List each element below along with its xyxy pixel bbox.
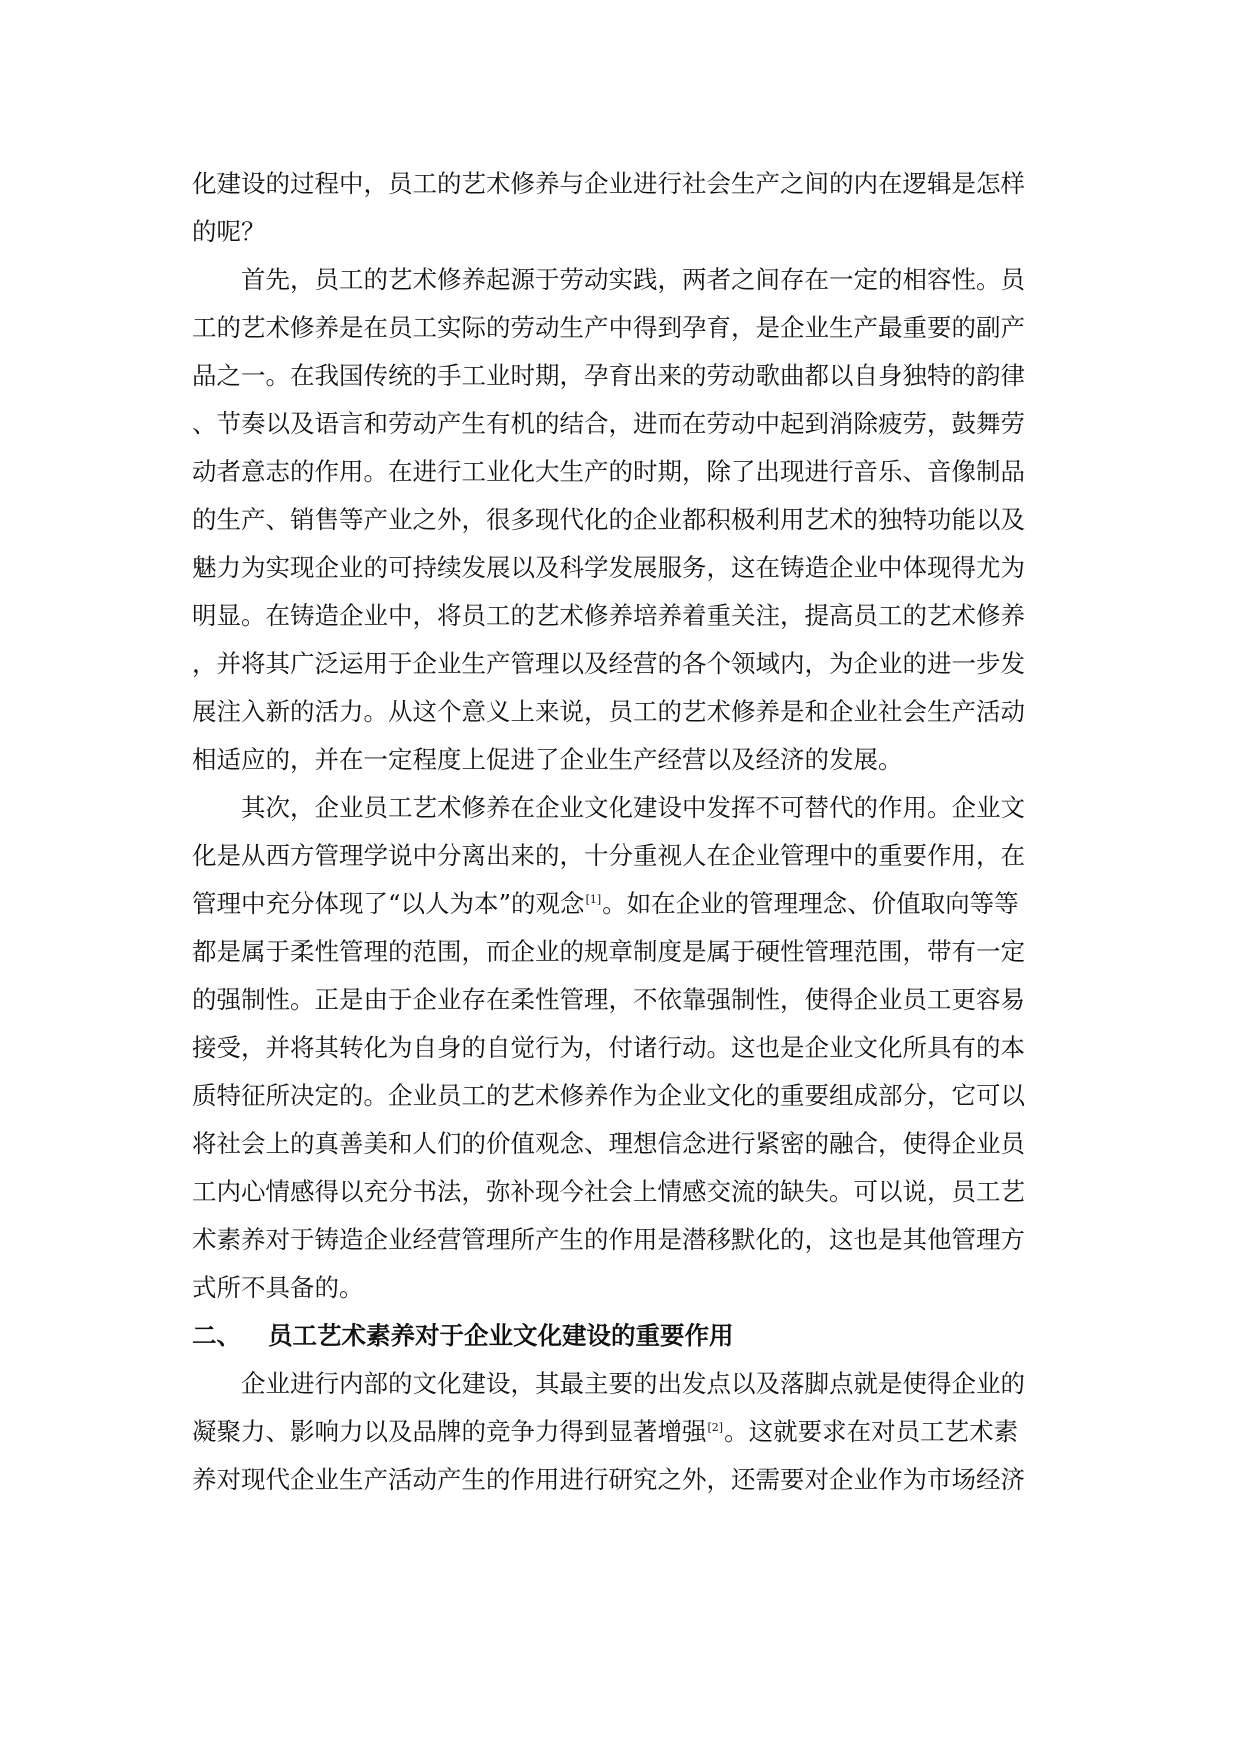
text-line — [192, 1408, 1052, 1456]
paragraph — [192, 256, 1052, 784]
text-line — [192, 1360, 1052, 1408]
text-line — [192, 1120, 1052, 1168]
text-line — [192, 400, 1052, 448]
text-line — [192, 688, 1052, 736]
text-segment: 将社会上的真善美和人们的价值观念、理想信念进行紧密的融合，使得企业员 — [192, 1129, 1025, 1158]
text-line — [192, 304, 1052, 352]
text-segment: 其次，企业员工艺术修养在企业文化建设中发挥不可替代的作用。企业文 — [241, 793, 1025, 822]
text-segment: 的强制性。正是由于企业存在柔性管理，不依靠强制性，使得企业员工更容易 — [192, 985, 1025, 1014]
text-line — [192, 1456, 1052, 1504]
text-line — [192, 448, 1052, 496]
text-segment: 的呢？ — [192, 217, 266, 246]
text-line — [192, 880, 1052, 928]
text-segment: 。这就要求在对员工艺术素 — [724, 1417, 1019, 1446]
text-segment: 的生产、销售等产业之外，很多现代化的企业都积极利用艺术的独特功能以及 — [192, 505, 1025, 534]
section-heading-title: 员工艺术素养对于企业文化建设的重要作用 — [268, 1321, 734, 1350]
text-segment: ，并将其广泛运用于企业生产管理以及经营的各个领域内，为企业的进一步发 — [192, 649, 1025, 678]
text-line — [192, 976, 1052, 1024]
body-text — [192, 160, 1052, 1504]
text-line — [192, 256, 1052, 304]
text-segment: 管理中充分体现了“以人为本”的观念 — [192, 889, 585, 918]
text-segment: 企业进行内部的文化建设，其最主要的出发点以及落脚点就是使得企业的 — [241, 1369, 1025, 1398]
section-heading-number: 二、 — [192, 1321, 241, 1350]
text-segment: 相适应的，并在一定程度上促进了企业生产经营以及经济的发展。 — [192, 745, 903, 774]
text-line — [192, 496, 1052, 544]
text-segment: 式所不具备的。 — [192, 1273, 364, 1302]
paragraphs-before-heading — [192, 160, 1052, 1312]
text-segment: 明显。在铸造企业中，将员工的艺术修养培养着重关注，提高员工的艺术修养 — [192, 601, 1025, 630]
text-line — [192, 544, 1052, 592]
text-line — [192, 1024, 1052, 1072]
text-line — [192, 1216, 1052, 1264]
text-line — [192, 208, 1052, 256]
text-segment: 首先，员工的艺术修养起源于劳动实践，两者之间存在一定的相容性。员 — [241, 265, 1025, 294]
paragraph — [192, 1360, 1052, 1504]
text-segment: 化是从西方管理学说中分离出来的，十分重视人在企业管理中的重要作用，在 — [192, 841, 1025, 870]
paragraph — [192, 160, 1052, 256]
text-line — [192, 1264, 1052, 1312]
text-line — [192, 1168, 1052, 1216]
text-line — [192, 592, 1052, 640]
text-line — [192, 640, 1052, 688]
text-line — [192, 1072, 1052, 1120]
text-segment: 工内心情感得以充分书法，弥补现今社会上情感交流的缺失。可以说，员工艺 — [192, 1177, 1025, 1206]
text-segment: 术素养对于铸造企业经营管理所产生的作用是潜移默化的，这也是其他管理方 — [192, 1225, 1025, 1254]
text-segment: 接受，并将其转化为自身的自觉行为，付诸行动。这也是企业文化所具有的本 — [192, 1033, 1025, 1062]
text-segment: 工的艺术修养是在员工实际的劳动生产中得到孕育，是企业生产最重要的副产 — [192, 313, 1025, 342]
text-segment: 品之一。在我国传统的手工业时期，孕育出来的劳动歌曲都以自身独特的韵律 — [192, 361, 1025, 390]
citation-ref: [2] — [707, 1421, 724, 1434]
text-line — [192, 736, 1052, 784]
text-segment: 都是属于柔性管理的范围，而企业的规章制度是属于硬性管理范围，带有一定 — [192, 937, 1025, 966]
text-line — [192, 352, 1052, 400]
text-segment: 魅力为实现企业的可持续发展以及科学发展服务，这在铸造企业中体现得尤为 — [192, 553, 1025, 582]
text-segment: 动者意志的作用。在进行工业化大生产的时期，除了出现进行音乐、音像制品 — [192, 457, 1025, 486]
paragraph — [192, 784, 1052, 1312]
citation-ref: [1] — [585, 893, 602, 906]
text-line — [192, 160, 1052, 208]
text-line — [192, 784, 1052, 832]
text-segment: 养对现代企业生产活动产生的作用进行研究之外，还需要对企业作为市场经济 — [192, 1465, 1025, 1494]
text-segment: 质特征所决定的。企业员工的艺术修养作为企业文化的重要组成部分，它可以 — [192, 1081, 1025, 1110]
text-segment: 。如在企业的管理理念、价值取向等等 — [602, 889, 1019, 918]
text-segment: 展注入新的活力。从这个意义上来说，员工的艺术修养是和企业社会生产活动 — [192, 697, 1025, 726]
text-line — [192, 832, 1052, 880]
text-segment: 化建设的过程中，员工的艺术修养与企业进行社会生产之间的内在逻辑是怎样 — [192, 169, 1025, 198]
text-line — [192, 928, 1052, 976]
paragraphs-after-heading — [192, 1360, 1052, 1504]
text-segment: 凝聚力、影响力以及品牌的竞争力得到显著增强 — [192, 1417, 707, 1446]
text-segment: 、节奏以及语言和劳动产生有机的结合，进而在劳动中起到消除疲劳，鼓舞劳 — [192, 409, 1025, 438]
section-heading — [192, 1312, 1052, 1360]
